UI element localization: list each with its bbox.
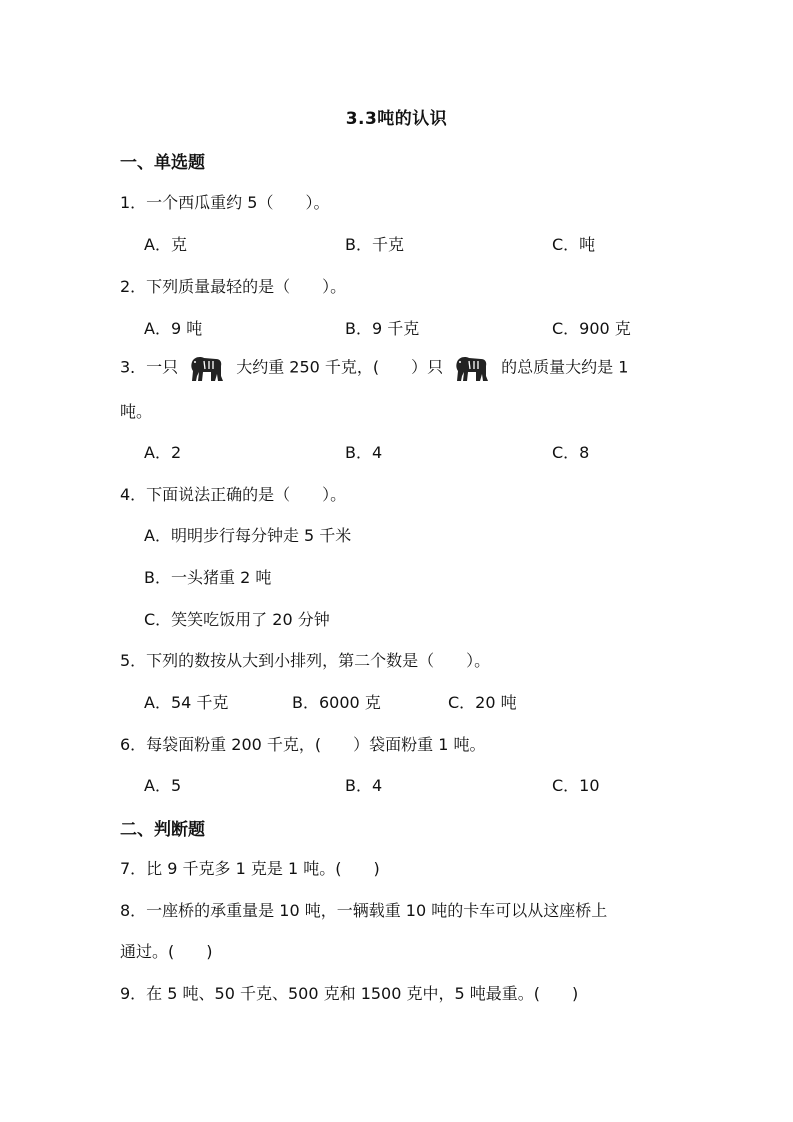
q4-option-c[interactable]: C．笑笑吃饭用了 20 分钟 xyxy=(144,610,330,629)
q3-text-part3: 的总质量大约是 1 xyxy=(501,357,629,377)
question-3-continued: 吨。 xyxy=(120,402,153,421)
section-heading-single-choice: 一、单选题 xyxy=(120,153,205,173)
question-1: 1．一个西瓜重约 5（ ）。 xyxy=(120,193,330,212)
q5-option-b[interactable]: B．6000 克 xyxy=(292,693,381,712)
q4-option-a[interactable]: A．明明步行每分钟走 5 千米 xyxy=(144,526,352,545)
question-8: 8．一座桥的承重量是 10 吨，一辆载重 10 吨的卡车可以从这座桥上 xyxy=(120,901,608,920)
q3-option-b[interactable]: B．4 xyxy=(345,443,383,462)
q1-option-b[interactable]: B．千克 xyxy=(345,235,404,254)
q1-option-a[interactable]: A．克 xyxy=(144,235,187,254)
question-5: 5．下列的数按从大到小排列，第二个数是（ ）。 xyxy=(120,651,491,670)
q2-option-a[interactable]: A．9 吨 xyxy=(144,319,203,338)
q2-option-b[interactable]: B．9 千克 xyxy=(345,319,420,338)
question-6: 6．每袋面粉重 200 千克，( ）袋面粉重 1 吨。 xyxy=(120,735,486,754)
question-4: 4．下面说法正确的是（ ）。 xyxy=(120,485,347,504)
question-2: 2．下列质量最轻的是（ ）。 xyxy=(120,277,347,296)
q3-text-part1: 3．一只 xyxy=(120,357,179,377)
q5-option-a[interactable]: A．54 千克 xyxy=(144,693,229,712)
q3-text-part2: 大约重 250 千克，( ）只 xyxy=(236,357,444,377)
q6-option-a[interactable]: A．5 xyxy=(144,776,182,795)
question-9: 9．在 5 吨、50 千克、500 克和 1500 克中，5 吨最重。( ) xyxy=(120,984,579,1003)
q5-option-c[interactable]: C．20 吨 xyxy=(448,693,517,712)
question-8-continued: 通过。( ) xyxy=(120,942,213,961)
q6-option-b[interactable]: B．4 xyxy=(345,776,383,795)
question-7: 7．比 9 千克多 1 克是 1 吨。( ) xyxy=(120,859,380,878)
tiger-icon xyxy=(455,354,489,382)
tiger-icon xyxy=(190,354,224,382)
question-3 xyxy=(120,354,628,382)
q4-option-b[interactable]: B．一头猪重 2 吨 xyxy=(144,568,272,587)
q6-option-c[interactable]: C．10 xyxy=(552,776,600,795)
q1-option-c[interactable]: C．吨 xyxy=(552,235,596,254)
q3-option-a[interactable]: A．2 xyxy=(144,443,182,462)
section-heading-true-false: 二、判断题 xyxy=(120,820,205,840)
page-title: 3.3吨的认识 xyxy=(345,109,448,129)
q2-option-c[interactable]: C．900 克 xyxy=(552,319,631,338)
q3-option-c[interactable]: C．8 xyxy=(552,443,590,462)
